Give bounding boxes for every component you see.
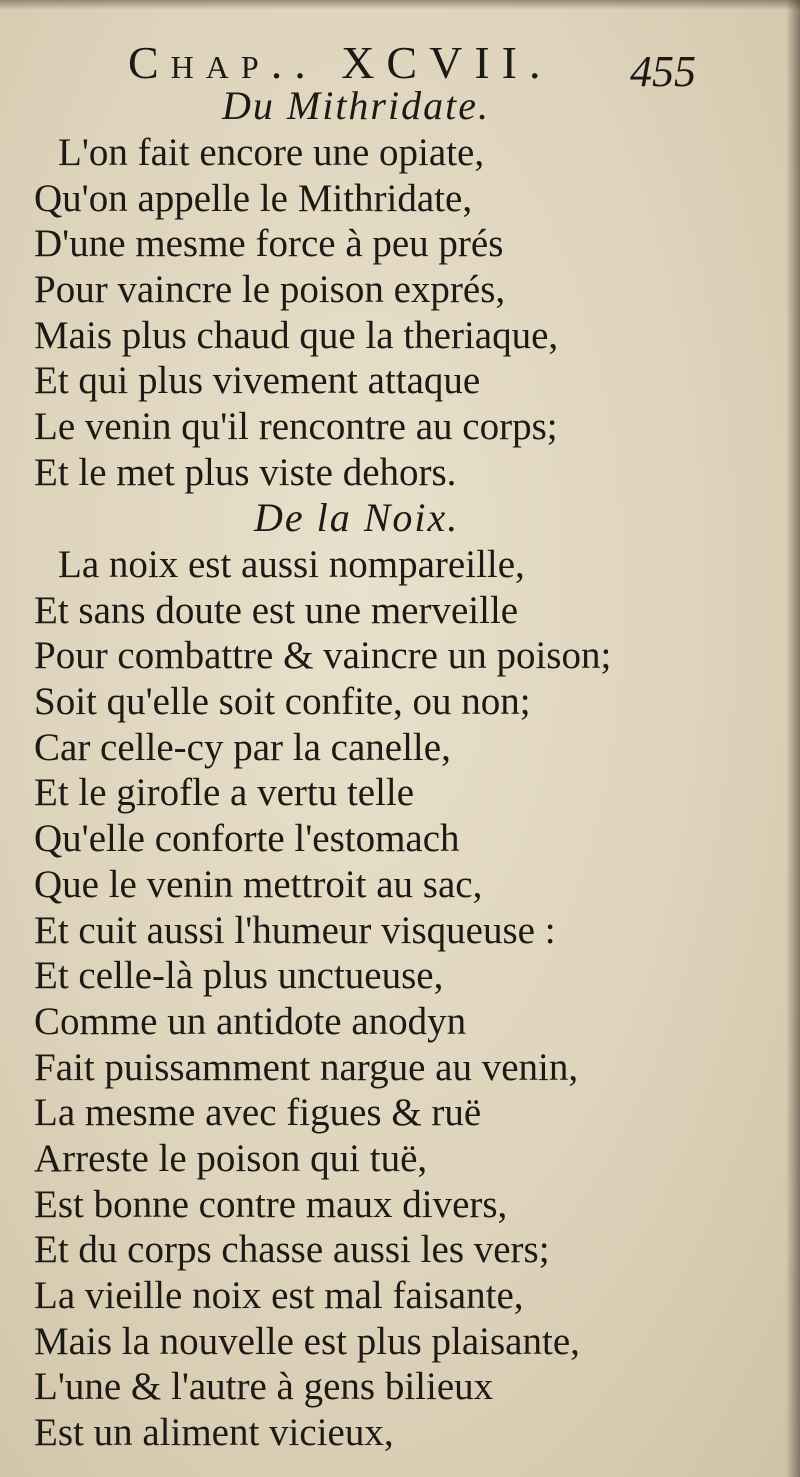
page-top-shadow [0,0,800,10]
verse-line: Fait puissamment nargue au venin, [34,1045,579,1089]
verse-line: Mais plus chaud que la theriaque, [34,313,559,357]
verse-line: La vieille noix est mal faisante, [34,1274,524,1317]
section-title-noix: De la Noix. [254,495,460,540]
verse-line: Et du corps chasse aussi les vers; [34,1228,550,1272]
verse-line: Et cuit aussi l'humeur visqueuse : [34,908,556,952]
verse-line: Que le venin mettroit au sac, [34,862,483,906]
verse-line: Qu'elle conforte l'estomach [34,817,460,861]
verse-block-noix [34,542,611,1456]
verse-line: Et celle-là plus unctueuse, [34,954,444,998]
section-title-mithridate: Du Mithridate. [222,83,490,128]
verse-line: Arreste le poison qui tuë, [34,1136,428,1180]
verse-block-mithridate [34,130,558,496]
verse-line: Pour combattre & vaincre un poison; [34,634,612,678]
verse-line: Pour vaincre le poison exprés, [34,268,506,312]
verse-line: Mais la nouvelle est plus plaisante, [34,1319,580,1363]
running-head: Chap.. XCVII. [128,37,553,88]
verse-line: Et le girofle a vertu telle [34,771,415,815]
verse-line: Soit qu'elle soit confite, ou non; [34,680,531,724]
page-edge-shadow [786,0,800,1477]
verse-line: Est un aliment vicieux, [34,1411,394,1455]
verse-line: D'une mesme force à peu prés [34,222,504,266]
verse-line: Est bonne contre maux divers, [34,1182,508,1226]
page-number: 455 [630,47,696,96]
verse-line: Le venin qu'il rencontre au corps; [34,405,558,449]
verse-line: Comme un antidote anodyn [34,999,467,1043]
verse-line: L'on fait encore une opiate, [58,131,485,174]
verse-line: Et sans doute est une merveille [34,588,519,632]
verse-line: La noix est aussi nompareille, [58,543,525,586]
verse-line: L'une & l'autre à gens bilieux [34,1365,494,1409]
verse-line: Car celle-cy par la canelle, [34,725,451,769]
verse-line: Et le met plus viste dehors. [34,450,457,494]
verse-line: La mesme avec figues & ruë [34,1091,482,1135]
verse-line: Qu'on appelle le Mithridate, [34,176,473,220]
verse-line: Et qui plus vivement attaque [34,359,481,403]
